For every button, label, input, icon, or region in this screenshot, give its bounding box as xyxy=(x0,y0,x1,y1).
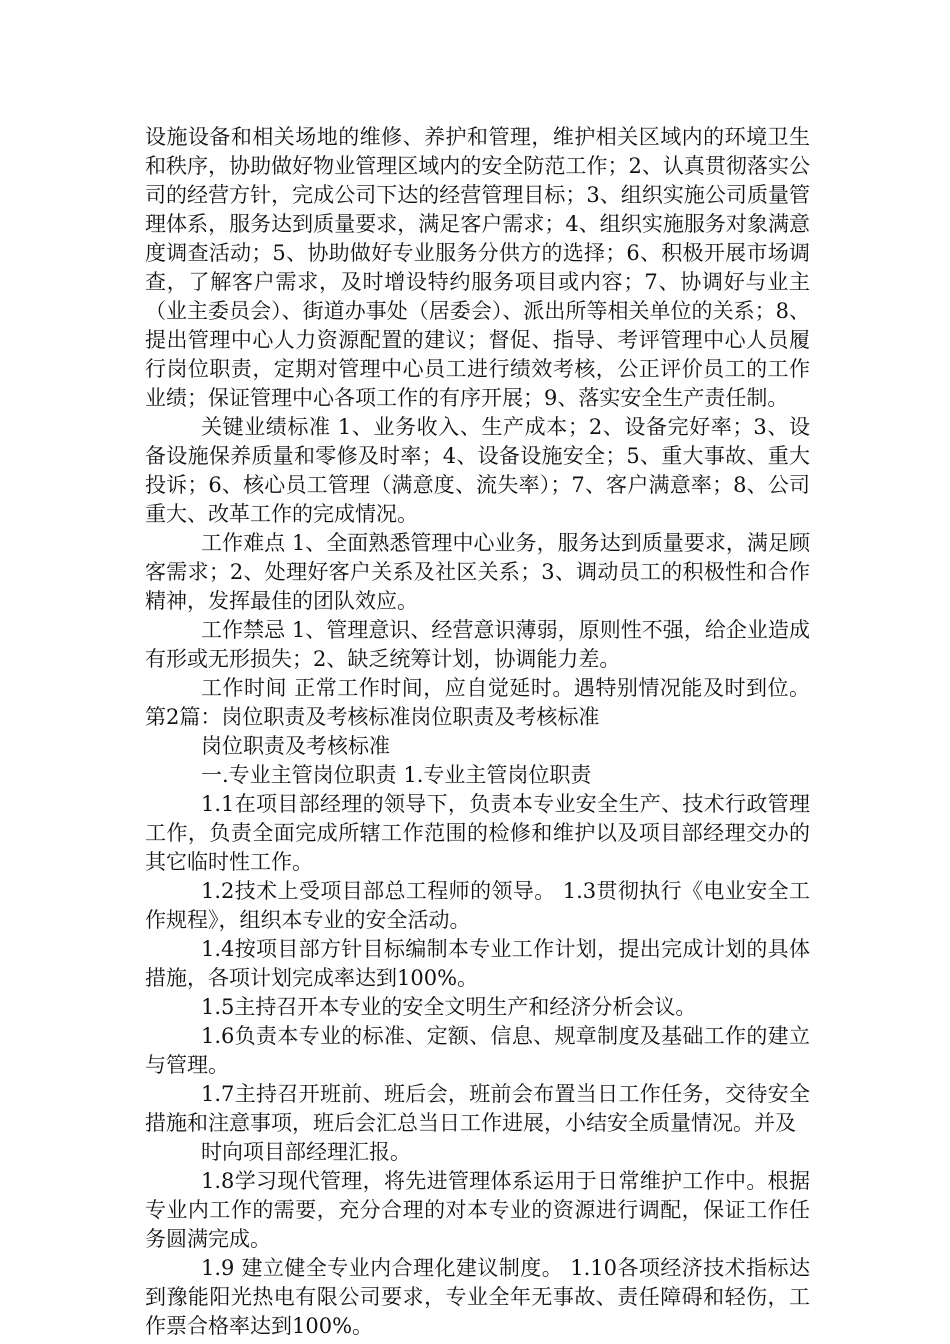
paragraph-duties-continued: 设施设备和相关场地的维修、养护和管理，维护相关区域内的环境卫生和秩序，协助做好物业管理区域内的安全防范工作；2、认真贯彻落实公司的经营方针，完成公司下达的经营管理目标；3、组织实施公司质量管理体系，服务达到质量要求，满足客户需求；4、组织实施服务对象满意度调查活动；5、协助做好专业服务分供方的选择；6、积极开展市场调查，了解客户需求，及时增设特约服务项目或内容；7、协调好与业主（业主委员会）、街道办事处（居委会）、派出所等相关单位的关系；8、提出管理中心人力资源配置的建议；督促、指导、考评管理中心人员履行岗位职责，定期对管理中心员工进行绩效考核，公正评价员工的工作业绩；保证管理中心各项工作的有序开展；9、落实安全生产责任制。 xyxy=(145,125,810,410)
list-item-1-1: 1.1在项目部经理的领导下，负责本专业安全生产、技术行政管理工作，负责全面完成所辖工作范围的检修和维护以及项目部经理交办的其它临时性工作。 xyxy=(145,792,810,874)
paragraph-work-difficulties: 工作难点 1、全面熟悉管理中心业务，服务达到质量要求，满足顾客需求；2、处理好客户关系及社区关系；3、调动员工的积极性和合作精神，发挥最佳的团队效应。 xyxy=(145,531,810,613)
section-heading-supervisor-duties: 一.专业主管岗位职责 1.专业主管岗位职责 xyxy=(201,763,592,787)
list-item-1-7: 1.7主持召开班前、班后会，班前会布置当日工作任务，交待安全措施和注意事项，班后会汇总当日工作进展，小结安全质量情况。并及 xyxy=(145,1082,810,1135)
list-item-1-2-1-3: 1.2技术上受项目部总工程师的领导。 1.3贯彻执行《电业安全工作规程》，组织本专业的安全活动。 xyxy=(145,879,810,932)
list-item-1-4: 1.4按项目部方针目标编制本专业工作计划，提出完成计划的具体措施，各项计划完成率达到100%。 xyxy=(145,937,810,990)
list-item-1-7-continued: 时向项目部经理汇报。 xyxy=(201,1140,411,1164)
paragraph-work-taboos: 工作禁忌 1、管理意识、经营意识薄弱，原则性不强，给企业造成有形或无形损失；2、缺乏统筹计划，协调能力差。 xyxy=(145,618,810,671)
list-item-1-6: 1.6负责本专业的标准、定额、信息、规章制度及基础工作的建立与管理。 xyxy=(145,1024,810,1077)
list-item-1-9-1-10: 1.9 建立健全专业内合理化建议制度。 1.10各项经济技术指标达到豫能阳光热电有限公司要求，专业全年无事故、责任障碍和轻伤，工作票合格率达到100%。 xyxy=(145,1256,810,1338)
section-title-duties-and-standards: 岗位职责及考核标准 xyxy=(201,734,390,758)
paragraph-work-hours: 工作时间 正常工作时间，应自觉延时。遇特别情况能及时到位。第2篇：岗位职责及考核标准岗位职责及考核标准 xyxy=(145,676,810,729)
list-item-1-5: 1.5主持召开本专业的安全文明生产和经济分析会议。 xyxy=(201,995,697,1019)
paragraph-key-performance-standards: 关键业绩标准 1、业务收入、生产成本；2、设备完好率；3、设备设施保养质量和零修及时率；4、设备设施安全；5、重大事故、重大投诉；6、核心员工管理（满意度、流失率）；7、客户满意率；8、公司重大、改革工作的完成情况。 xyxy=(145,415,810,526)
list-item-1-8: 1.8学习现代管理，将先进管理体系运用于日常维护工作中。根据专业内工作的需要，充分合理的对本专业的资源进行调配，保证工作任务圆满完成。 xyxy=(145,1169,810,1251)
document-page xyxy=(145,123,810,1341)
